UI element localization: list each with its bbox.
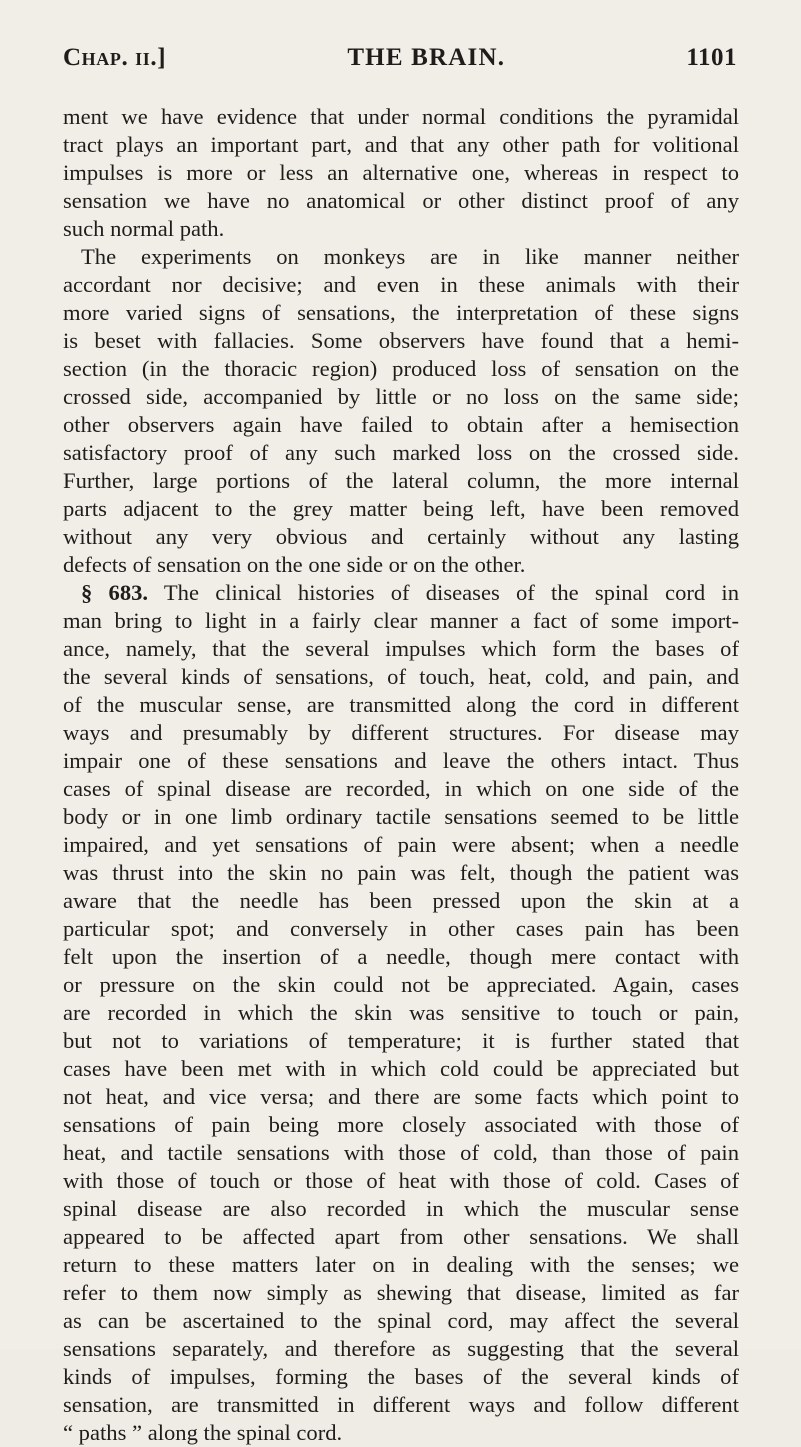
line-text: cases of spinal disease are recorded, in which on one side of the	[63, 776, 739, 801]
line-text: is beset with fallacies. Some observers have found that a hemi-	[63, 328, 739, 353]
text-line	[63, 1027, 739, 1055]
text-line	[63, 887, 739, 915]
line-text: ance, namely, that the several impulses which form the bases of	[63, 636, 739, 661]
line-text: not heat, and vice versa; and there are some facts which point to	[63, 1084, 739, 1109]
line-text: cases have been met with in which cold could be appreciated but	[63, 1056, 739, 1081]
line-text: felt upon the insertion of a needle, though mere contact with	[63, 944, 739, 969]
text-line	[63, 1335, 739, 1363]
text-line	[63, 747, 739, 775]
line-text: crossed side, accompanied by little or no loss on the same side;	[63, 384, 739, 409]
line-text: aware that the needle has been pressed upon the skin at a	[63, 888, 739, 913]
text-line	[63, 1251, 739, 1279]
line-text: sensation, are transmitted in different ways and follow different	[63, 1392, 739, 1417]
text-line	[63, 467, 739, 495]
text-line	[63, 495, 739, 523]
line-text: but not to variations of temperature; it is further stated that	[63, 1028, 739, 1053]
section-number: § 683.	[81, 580, 149, 605]
line-text: particular spot; and conversely in other cases pain has been	[63, 916, 739, 941]
line-text: return to these matters later on in dealing with the senses; we	[63, 1252, 739, 1277]
text-line	[63, 159, 739, 187]
text-line	[63, 271, 739, 299]
line-text: impulses is more or less an alternative one, whereas in respect to	[63, 160, 739, 185]
line-text: defects of sensation on the one side or on the other.	[63, 552, 526, 577]
line-text: Further, large portions of the lateral column, the more internal	[63, 468, 739, 493]
line-text: impair one of these sensations and leave the others intact. Thus	[63, 748, 739, 773]
text-line	[63, 859, 739, 887]
text-line	[63, 1419, 739, 1447]
text-line	[63, 971, 739, 999]
line-text: tract plays an important part, and that any other path for volitional	[63, 132, 739, 157]
text-line	[63, 1363, 739, 1391]
text-line	[63, 439, 739, 467]
text-line	[63, 607, 739, 635]
page-number: 1101	[686, 44, 737, 71]
line-text: of the muscular sense, are transmitted along the cord in different	[63, 692, 739, 717]
line-text: satisfactory proof of any such marked loss on the crossed side.	[63, 440, 739, 465]
chapter-label: Chap. ii.]	[63, 44, 167, 71]
text-line	[63, 103, 739, 131]
line-text: refer to them now simply as shewing that disease, limited as far	[63, 1280, 739, 1305]
line-text: man bring to light in a fairly clear manner a fact of some import-	[63, 608, 739, 633]
text-line	[63, 803, 739, 831]
line-text: sensation we have no anatomical or other distinct proof of any	[63, 188, 739, 213]
text-line	[63, 1055, 739, 1083]
text-line	[63, 1167, 739, 1195]
text-line	[63, 719, 739, 747]
text-line	[63, 215, 739, 243]
line-text: “ paths ” along the spinal cord.	[63, 1420, 343, 1445]
line-text: or pressure on the skin could not be appreciated. Again, cases	[63, 972, 739, 997]
line-text: was thrust into the skin no pain was felt, though the patient was	[63, 860, 739, 885]
line-text: heat, and tactile sensations with those of cold, than those of pain	[63, 1140, 739, 1165]
text-line	[63, 775, 739, 803]
text-line	[63, 355, 739, 383]
line-text: are recorded in which the skin was sensitive to touch or pain,	[63, 1000, 739, 1025]
text-line	[63, 1083, 739, 1111]
text-line	[63, 243, 739, 271]
page-title: THE BRAIN.	[347, 44, 506, 71]
body-text	[63, 103, 739, 1447]
text-line	[63, 523, 739, 551]
running-header	[63, 44, 737, 78]
text-line	[63, 1307, 739, 1335]
line-text: body or in one limb ordinary tactile sensations seemed to be little	[63, 804, 739, 829]
text-line	[63, 915, 739, 943]
text-line	[63, 1279, 739, 1307]
line-text: kinds of impulses, forming the bases of the several kinds of	[63, 1364, 739, 1389]
line-text: appeared to be affected apart from other sensations. We shall	[63, 1224, 739, 1249]
text-line	[63, 1223, 739, 1251]
line-text: The experiments on monkeys are in like manner neither	[81, 244, 739, 269]
text-line	[63, 1139, 739, 1167]
line-text: section (in the thoracic region) produced loss of sensation on the	[63, 356, 739, 381]
text-line	[63, 663, 739, 691]
text-line	[63, 1111, 739, 1139]
line-text: such normal path.	[63, 216, 225, 241]
line-text: spinal disease are also recorded in which the muscular sense	[63, 1196, 739, 1221]
text-line	[63, 831, 739, 859]
line-text: impaired, and yet sensations of pain were absent; when a needle	[63, 832, 739, 857]
line-text: sensations separately, and therefore as suggesting that the several	[63, 1336, 739, 1361]
text-line	[63, 579, 739, 607]
line-text: The clinical histories of diseases of the spinal cord in	[148, 580, 739, 605]
line-text: with those of touch or those of heat with those of cold. Cases of	[63, 1168, 739, 1193]
text-line	[63, 635, 739, 663]
text-line	[63, 383, 739, 411]
line-text: sensations of pain being more closely associated with those of	[63, 1112, 739, 1137]
line-text: more varied signs of sensations, the interpretation of these signs	[63, 300, 739, 325]
text-line	[63, 1195, 739, 1223]
text-line	[63, 1391, 739, 1419]
text-line	[63, 299, 739, 327]
line-text: other observers again have failed to obtain after a hemisection	[63, 412, 739, 437]
line-text: without any very obvious and certainly without any lasting	[63, 524, 739, 549]
text-line	[63, 187, 739, 215]
line-text: the several kinds of sensations, of touch, heat, cold, and pain, and	[63, 664, 739, 689]
text-line	[63, 411, 739, 439]
text-line	[63, 327, 739, 355]
line-text: ways and presumably by different structures. For disease may	[63, 720, 739, 745]
text-line	[63, 131, 739, 159]
line-text: accordant nor decisive; and even in these animals with their	[63, 272, 739, 297]
text-line	[63, 691, 739, 719]
text-line	[63, 551, 739, 579]
line-text: ment we have evidence that under normal conditions the pyramidal	[63, 104, 739, 129]
line-text: parts adjacent to the grey matter being left, have been removed	[63, 496, 739, 521]
text-line	[63, 943, 739, 971]
line-text: as can be ascertained to the spinal cord, may affect the several	[63, 1308, 739, 1333]
text-line	[63, 999, 739, 1027]
